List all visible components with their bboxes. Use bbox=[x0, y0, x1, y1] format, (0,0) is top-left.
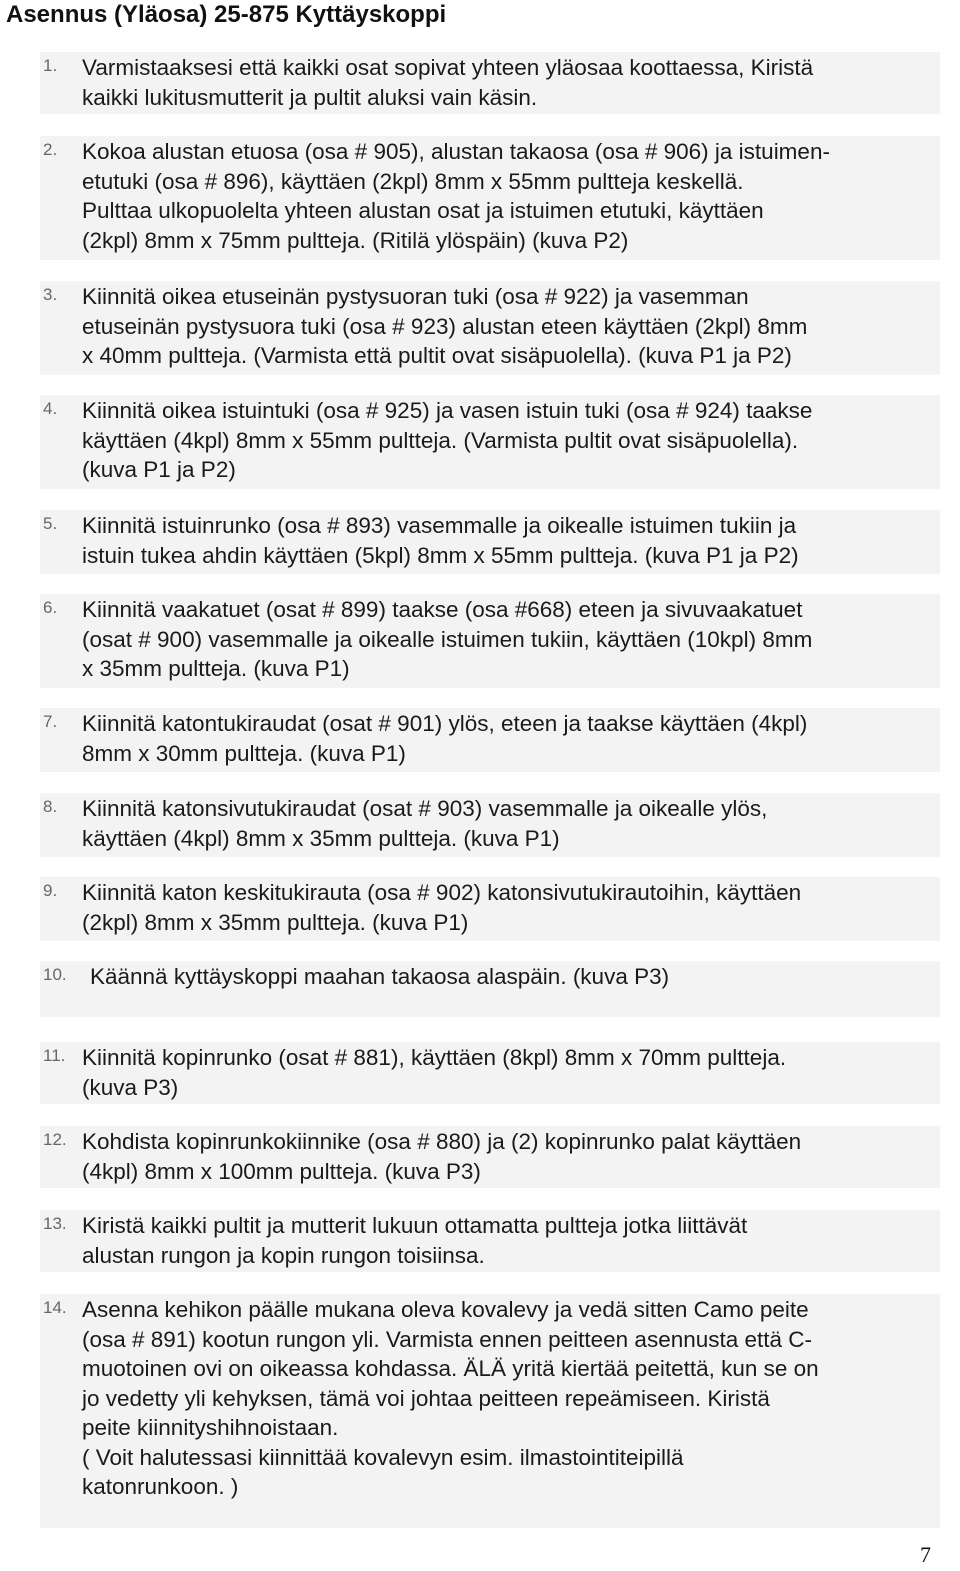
step-10 bbox=[40, 961, 940, 1017]
step-text: Kiinnitä vaakatuet (osat # 899) taakse (osa #668) eteen ja sivuvaakatuet (osat # 900) vasemmalle ja oikealle istuimen tukiin, käyttäen (10kpl) 8mm x 35mm pultteja. (kuva P1) bbox=[82, 597, 813, 681]
step-number: 9. bbox=[43, 881, 58, 900]
step-text: Käännä kyttäyskoppi maahan takaosa alaspäin. (kuva P3) bbox=[90, 964, 670, 989]
step-11 bbox=[40, 1042, 940, 1104]
step-text: Kiinnitä katon keskitukirauta (osa # 902) katonsivutukirautoihin, käyttäen (2kpl) 8mm x 35mm pultteja. (kuva P1) bbox=[82, 880, 802, 935]
step-number: 1. bbox=[43, 56, 58, 75]
step-number: 6. bbox=[43, 598, 58, 617]
step-text: Kohdista kopinrunkokiinnike (osa # 880) ja (2) kopinrunko palat käyttäen (4kpl) 8mm x 100mm pultteja. (kuva P3) bbox=[82, 1129, 802, 1184]
step-number: 5. bbox=[43, 514, 58, 533]
page-title: Asennus (Yläosa) 25-875 Kyttäyskoppi bbox=[6, 1, 447, 28]
step-14 bbox=[40, 1294, 940, 1528]
step-text: Kiinnitä kopinrunko (osat # 881), käyttäen (8kpl) 8mm x 70mm pultteja. (kuva P3) bbox=[82, 1045, 787, 1100]
step-2 bbox=[40, 136, 940, 260]
step-number: 4. bbox=[43, 399, 58, 418]
step-9 bbox=[40, 877, 940, 941]
step-3 bbox=[40, 281, 940, 375]
step-number: 11. bbox=[43, 1046, 66, 1065]
step-text: Varmistaaksesi että kaikki osat sopivat yhteen yläosaa koottaessa, Kiristä kaikki lukitusmutterit ja pultit aluksi vain käsin. bbox=[82, 55, 814, 110]
step-text: Kiristä kaikki pultit ja mutterit lukuun ottamatta pultteja jotka liittävät alustan rungon ja kopin rungon toisiinsa. bbox=[82, 1213, 748, 1268]
step-5 bbox=[40, 510, 940, 574]
step-8 bbox=[40, 793, 940, 857]
step-6 bbox=[40, 594, 940, 688]
step-text: Kokoa alustan etuosa (osa # 905), alustan takaosa (osa # 906) ja istuimen- etutuki (osa # 896), käyttäen (2kpl) 8mm x 55mm pultteja keskellä. Pulttaa ulkopuolelta yhteen alustan osat ja istuimen etutuki, käyttäen (2kpl) 8mm x 75mm pultteja. (Ritilä ylöspäin) (kuva P2) bbox=[82, 139, 830, 253]
step-number: 10. bbox=[43, 965, 67, 984]
step-13 bbox=[40, 1210, 940, 1272]
step-text: Kiinnitä oikea etuseinän pystysuoran tuki (osa # 922) ja vasemman etuseinän pystysuora tuki (osa # 923) alustan eteen käyttäen (2kpl) 8mm x 40mm pultteja. (Varmista että pultit ovat sisäpuolella). (kuva P1 ja P2) bbox=[82, 284, 808, 368]
step-12 bbox=[40, 1126, 940, 1188]
step-number: 14. bbox=[43, 1298, 67, 1317]
step-number: 12. bbox=[43, 1130, 67, 1149]
page-number: 7 bbox=[920, 1542, 931, 1567]
step-text: Kiinnitä katonsivutukiraudat (osat # 903) vasemmalle ja oikealle ylös, käyttäen (4kpl) 8mm x 35mm pultteja. (kuva P1) bbox=[82, 796, 768, 851]
step-number: 8. bbox=[43, 797, 58, 816]
step-text: Kiinnitä katontukiraudat (osat # 901) ylös, eteen ja taakse käyttäen (4kpl) 8mm x 30mm pultteja. (kuva P1) bbox=[82, 711, 808, 766]
step-text: Kiinnitä oikea istuintuki (osa # 925) ja vasen istuin tuki (osa # 924) taakse käyttäen (4kpl) 8mm x 55mm pultteja. (Varmista pultit ovat sisäpuolella). (kuva P1 ja P2) bbox=[82, 398, 813, 482]
step-number: 13. bbox=[43, 1214, 67, 1233]
step-7 bbox=[40, 708, 940, 772]
step-number: 3. bbox=[43, 285, 58, 304]
step-text: Asenna kehikon päälle mukana oleva kovalevy ja vedä sitten Camo peite (osa # 891) kootun rungon yli. Varmista ennen peitteen asennusta että C- muotoinen ovi on oikeassa kohdassa. ÄLÄ yritä kiertää peitettä, kun se on jo vedetty yli kehyksen, tämä voi johtaa peitteen repeämiseen. Kiristä peite kiinnityshihnoistaan. ( Voit halutessasi kiinnittää kovalevyn esim. ilmastointiteipillä katonrunkoon. ) bbox=[82, 1297, 819, 1499]
step-number: 2. bbox=[43, 140, 58, 159]
step-text: Kiinnitä istuinrunko (osa # 893) vasemmalle ja oikealle istuimen tukiin ja istuin tukea ahdin käyttäen (5kpl) 8mm x 55mm pultteja. (kuva P1 ja P2) bbox=[82, 513, 799, 568]
step-number: 7. bbox=[43, 712, 58, 731]
step-4 bbox=[40, 395, 940, 489]
step-1 bbox=[40, 52, 940, 114]
